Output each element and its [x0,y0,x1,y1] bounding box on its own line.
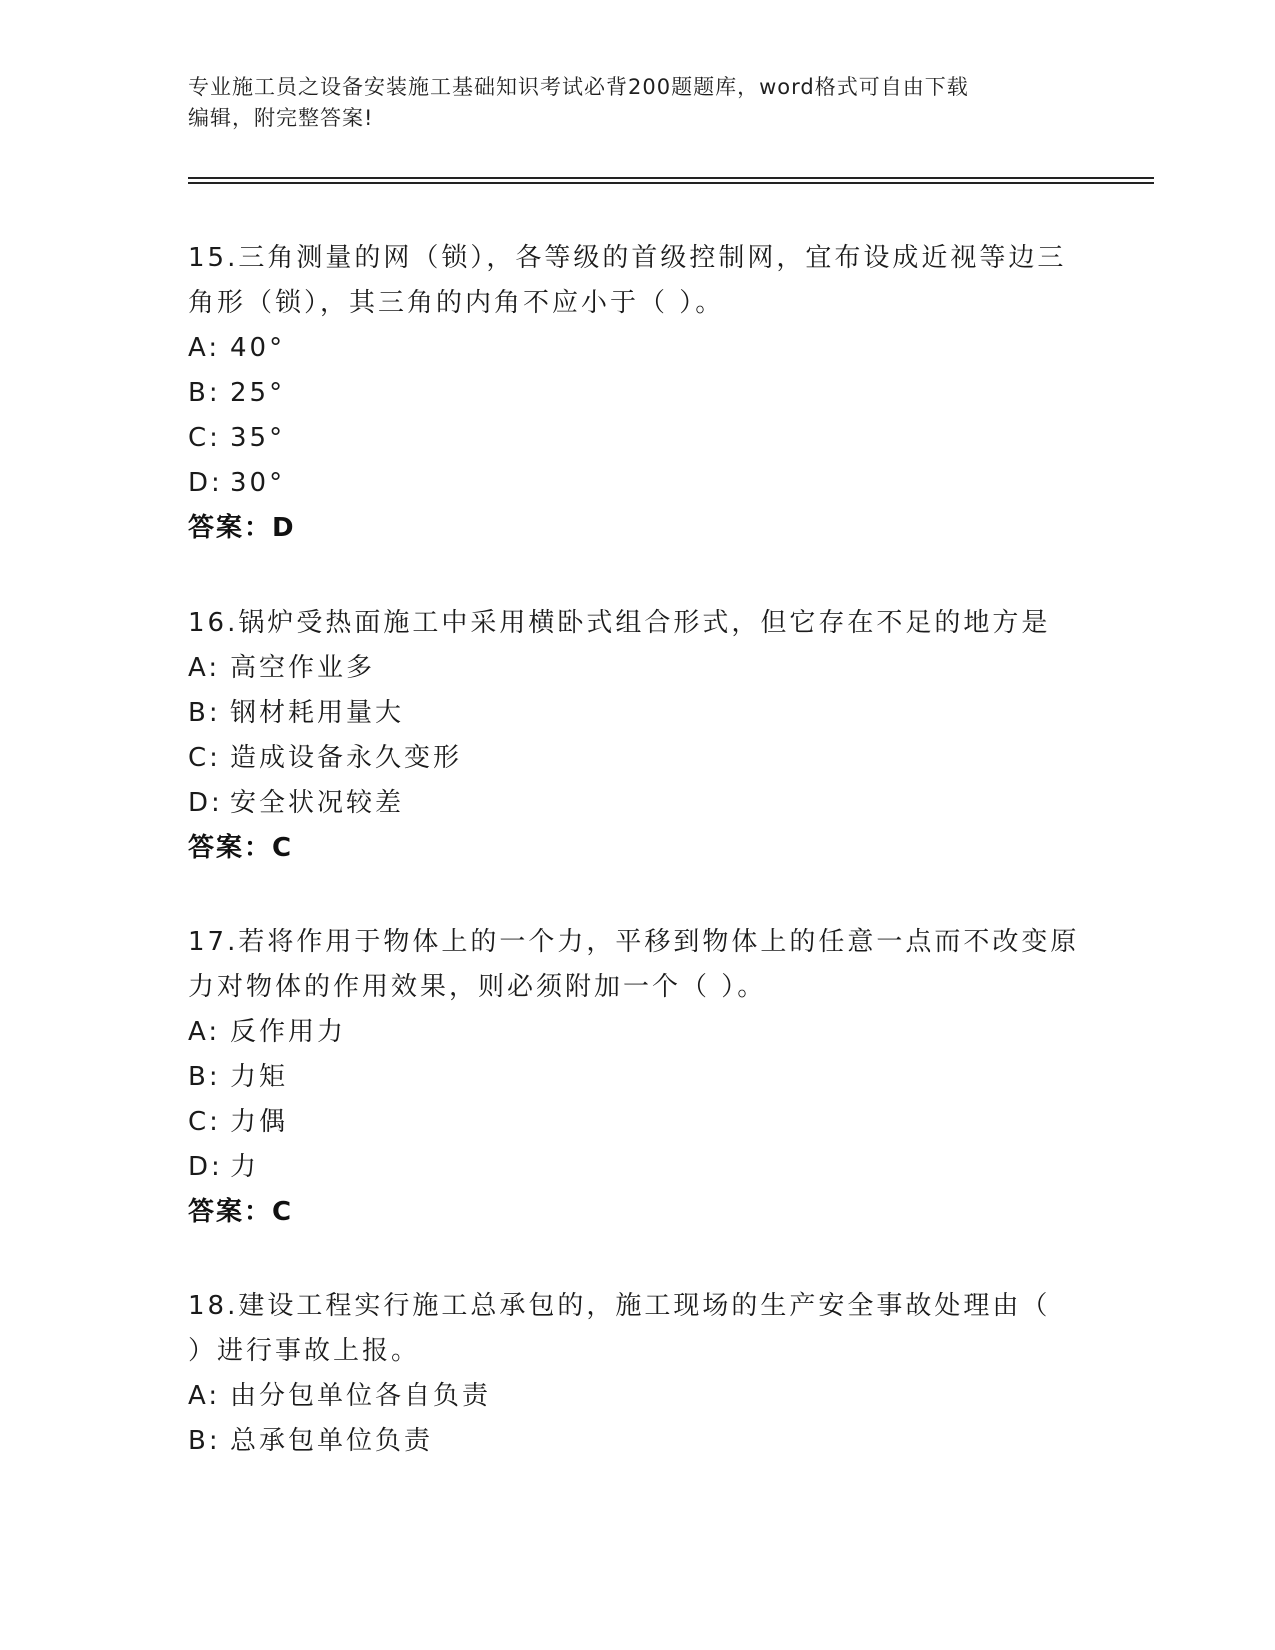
option-key: C: [188,423,221,453]
option-key: B: [188,698,221,728]
answer-line: 答案：C [188,1197,294,1227]
option-key: A: [188,653,221,683]
question-15 [188,236,1088,551]
option-key: A: [188,1381,221,1411]
question-text-line: ）进行事故上报。 [188,1336,421,1366]
option-d [188,461,1088,506]
question-text-line: 15.三角测量的网（锁），各等级的首级控制网，宜布设成近视等边三 [188,243,1067,273]
question-text-line: 力对物体的作用效果，则必须附加一个（ ）。 [188,972,767,1002]
question-18 [188,1284,1088,1464]
question-17 [188,920,1088,1235]
option-key: D: [188,1152,223,1182]
option-key: D: [188,788,223,818]
option-b [188,371,1088,416]
option-a [188,1010,1088,1055]
header-line-1: 专业施工员之设备安装施工基础知识考试必背200题题库，word格式可自由下载 [188,75,969,99]
option-value: 钢材耗用量大 [230,698,405,728]
option-key: B: [188,378,221,408]
option-value: 安全状况较差 [230,788,405,818]
option-d [188,781,1088,826]
document-header [188,72,1068,134]
option-value: 反作用力 [230,1017,347,1047]
question-text-line: 角形（锁），其三角的内角不应小于（ ）。 [188,288,725,318]
header-line-2: 编辑，附完整答案! [188,106,374,130]
option-key: A: [188,333,221,363]
option-value: 力偶 [230,1107,289,1137]
option-value: 造成设备永久变形 [230,743,463,773]
question-16 [188,601,1088,871]
option-a [188,326,1088,371]
option-d [188,1145,1088,1190]
option-key: C: [188,1107,221,1137]
option-b [188,1055,1088,1100]
option-value: 总承包单位负责 [230,1426,434,1456]
option-key: B: [188,1426,221,1456]
header-divider-top [188,177,1154,179]
option-value: 力 [230,1152,260,1182]
option-value: 力矩 [230,1062,289,1092]
answer-line: 答案：C [188,833,294,863]
option-value: 40° [230,333,286,363]
option-value: 30° [230,468,286,498]
question-text-line: 17.若将作用于物体上的一个力，平移到物体上的任意一点而不改变原 [188,927,1080,957]
option-key: C: [188,743,221,773]
option-c [188,736,1088,781]
question-text-line: 16.锅炉受热面施工中采用横卧式组合形式，但它存在不足的地方是 [188,608,1051,638]
option-key: D: [188,468,223,498]
option-c [188,1100,1088,1145]
question-text-line: 18.建设工程实行施工总承包的，施工现场的生产安全事故处理由（ [188,1291,1051,1321]
option-value: 由分包单位各自负责 [230,1381,492,1411]
answer-line: 答案：D [188,513,296,543]
option-b [188,1419,1088,1464]
option-key: A: [188,1017,221,1047]
option-value: 35° [230,423,286,453]
option-b [188,691,1088,736]
option-value: 高空作业多 [230,653,376,683]
header-divider-bottom [188,182,1154,184]
option-key: B: [188,1062,221,1092]
option-c [188,416,1088,461]
option-value: 25° [230,378,286,408]
option-a [188,646,1088,691]
option-a [188,1374,1088,1419]
